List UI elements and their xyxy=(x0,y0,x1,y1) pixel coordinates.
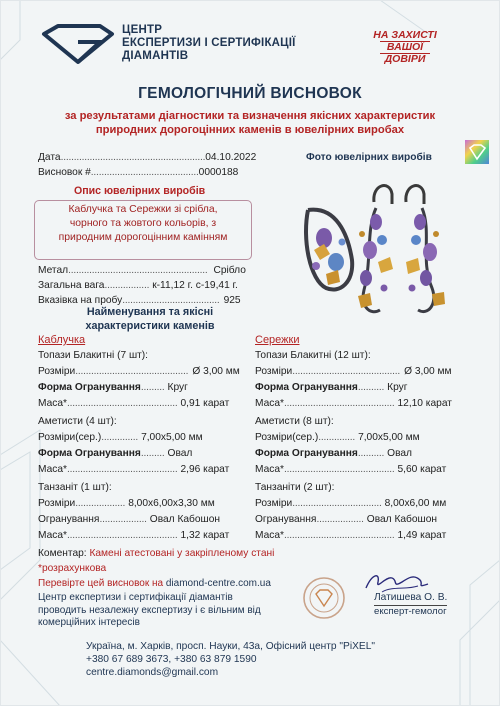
stones-heading-line-1: Найменування та якісні xyxy=(86,306,214,318)
disclaimer-line-2: проводить незалежну експертизу і є вільним від xyxy=(38,604,261,616)
slogan-line-2: ВАШОЇ xyxy=(380,41,430,54)
earrings-tanzanite-cut-row: Огранування.................. Овал Кабошон xyxy=(255,514,438,525)
date-row: Дата.......................................................04.10.2022 xyxy=(38,152,257,163)
ring-topaz-size-value: Ø 3,00 мм xyxy=(192,366,240,377)
earrings-amethyst-title: Аметисти (8 шт): xyxy=(255,416,334,427)
earrings-topaz-cut-value: Круг xyxy=(387,382,408,393)
date-label: Дата xyxy=(38,152,61,163)
ring-topaz-size-label: Розміри xyxy=(38,366,76,377)
weight-value: к-11,12 г. с-19,41 г. xyxy=(152,280,238,291)
earrings-tanzanite-title: Танзаніти (2 шт): xyxy=(255,482,335,493)
ring-tanzanite-cut-value: Овал Кабошон xyxy=(149,514,221,525)
date-value: 04.10.2022 xyxy=(205,152,257,163)
probe-row: Вказівка на пробу..................................... 925 xyxy=(38,295,241,306)
earrings-tanzanite-size-row: Розміри.................................. 8,00х6,00 мм xyxy=(255,498,447,509)
earrings-amethyst-cut-value: Овал xyxy=(387,448,412,459)
ring-amethyst-cut-label: Форма Огранування xyxy=(38,448,141,459)
ring-topaz-cut-value: Круг xyxy=(167,382,188,393)
verify-site-link[interactable]: diamond-centre.com.ua xyxy=(165,578,271,589)
disclaimer-line-3: комерційних інтересів xyxy=(38,617,140,628)
earrings-topaz-cut-label: Форма Огранування xyxy=(255,382,358,393)
ring-amethyst-mass-row: Маса*.......................................... 2,96 карат xyxy=(38,464,230,475)
metal-label: Метал xyxy=(38,265,69,276)
stones-heading-line-2: характеристики каменів xyxy=(85,320,215,332)
diamond-logo-icon xyxy=(38,24,116,64)
ring-topaz-mass-label: Маса* xyxy=(38,398,67,409)
contact-phones: +380 67 689 3673, +380 63 879 1590 xyxy=(86,654,257,665)
ring-topaz-cut-row: Форма Огранування......... Круг xyxy=(38,382,188,393)
ring-topaz-size-row: Розміри........................................... Ø 3,00 мм xyxy=(38,366,240,377)
earrings-topaz-cut-row: Форма Огранування.......... Круг xyxy=(255,382,408,393)
description-line-1: Каблучка та Сережки зі срібла, xyxy=(68,204,218,215)
description-heading: Опис ювелірних виробів xyxy=(74,185,206,197)
earrings-tanzanite-mass-value: 1,49 карат xyxy=(397,530,447,541)
comment-note: *розрахункова xyxy=(38,563,107,574)
weight-label: Загальна вага xyxy=(38,280,105,291)
signer-role: експерт-гемолог xyxy=(374,606,447,617)
probe-value: 925 xyxy=(223,295,241,306)
ring-amethyst-cut-row: Форма Огранування......... Овал xyxy=(38,448,193,459)
conclusion-number-value: 0000188 xyxy=(198,167,239,178)
earrings-tanzanite-cut-value: Овал Кабошон xyxy=(366,514,438,525)
ring-amethyst-mass-value: 2,96 карат xyxy=(180,464,230,475)
earrings-amethyst-size-value: 7,00х5,00 мм xyxy=(358,432,420,443)
org-line-3: ДІАМАНТІВ xyxy=(122,50,189,62)
comment-row xyxy=(38,548,274,559)
earrings-topaz-mass-label: Маса* xyxy=(255,398,284,409)
organization-name xyxy=(122,24,296,63)
description-line-2: чорного та жовтого кольорів, з xyxy=(69,218,217,229)
ring-tanzanite-mass-row: Маса*.......................................... 1,32 карат xyxy=(38,530,230,541)
ring-topaz-cut-label: Форма Огранування xyxy=(38,382,141,393)
earrings-amethyst-mass-label: Маса* xyxy=(255,464,284,475)
ring-tanzanite-size-value: 8,00х6,00х3,30 мм xyxy=(128,498,215,509)
weight-row: Загальна вага................. к-11,12 г. с-19,41 г. xyxy=(38,280,238,291)
ring-tanzanite-cut-row: Огранування.................. Овал Кабошон xyxy=(38,514,221,525)
document-title: ГЕМОЛОГІЧНИЙ ВИСНОВОК xyxy=(138,85,362,102)
earrings-topaz-size-label: Розміри xyxy=(255,366,293,377)
earrings-heading: Сережки xyxy=(255,334,300,346)
ring-topaz-title: Топази Блакитні (7 шт): xyxy=(38,350,149,361)
ring-amethyst-size-value: 7,00х5,00 мм xyxy=(141,432,203,443)
ring-amethyst-mass-label: Маса* xyxy=(38,464,67,475)
earrings-topaz-title: Топази Блакитні (12 шт): xyxy=(255,350,371,361)
ring-tanzanite-size-row: Розміри................... 8,00х6,00х3,30 мм xyxy=(38,498,215,509)
ring-tanzanite-size-label: Розміри xyxy=(38,498,76,509)
earrings-tanzanite-size-label: Розміри xyxy=(255,498,293,509)
ring-tanzanite-mass-label: Маса* xyxy=(38,530,67,541)
ring-tanzanite-cut-label: Огранування xyxy=(38,514,100,525)
org-line-2: ЕКСПЕРТИЗИ І СЕРТИФІКАЦІЇ xyxy=(122,37,296,49)
earrings-topaz-size-value: Ø 3,00 мм xyxy=(404,366,452,377)
verify-row xyxy=(38,578,271,589)
metal-row: Метал..................................................... Срібло xyxy=(38,265,246,276)
earrings-topaz-size-row: Розміри......................................... Ø 3,00 мм xyxy=(255,366,452,377)
earrings-amethyst-size-row: Розміри(сер.).............. 7,00х5,00 мм xyxy=(255,432,420,443)
ring-amethyst-size-row: Розміри(сер.).............. 7,00х5,00 мм xyxy=(38,432,203,443)
earrings-topaz-mass-value: 12,10 карат xyxy=(397,398,452,409)
ring-tanzanite-title: Танзаніт (1 шт): xyxy=(38,482,112,493)
conclusion-number-label: Висновок # xyxy=(38,167,91,178)
subtitle-line-1: за результатами діагностики та визначення якісних характеристик xyxy=(64,110,436,122)
earrings-tanzanite-mass-row: Маса*.......................................... 1,49 карат xyxy=(255,530,447,541)
description-line-3: природним дорогоцінним камінням xyxy=(58,232,228,243)
contacts xyxy=(86,640,375,679)
disclaimer xyxy=(38,592,261,630)
earrings-amethyst-cut-row: Форма Огранування.......... Овал xyxy=(255,448,412,459)
contact-email[interactable]: centre.diamonds@gmail.com xyxy=(86,667,219,678)
ring-topaz-mass-row: Маса*.......................................... 0,91 карат xyxy=(38,398,230,409)
document-subtitle xyxy=(20,109,480,137)
comment-value: Камені атестовані у закріпленому стані xyxy=(89,548,275,559)
metal-value: Срібло xyxy=(213,265,246,276)
comment-label: Коментар: xyxy=(38,548,87,559)
earrings-amethyst-cut-label: Форма Огранування xyxy=(255,448,358,459)
conclusion-number-row: Висновок #.........................................0000188 xyxy=(38,167,239,178)
jewelry-photo xyxy=(296,170,466,320)
earrings-tanzanite-cut-label: Огранування xyxy=(255,514,317,525)
earrings-amethyst-size-label: Розміри(сер.) xyxy=(255,432,319,443)
hologram-sticker-icon xyxy=(465,140,489,164)
stones-heading xyxy=(70,305,230,333)
earrings-tanzanite-mass-label: Маса* xyxy=(255,530,284,541)
disclaimer-line-1: Центр експертизи і сертифікації діамантів xyxy=(38,592,233,603)
ring-amethyst-title: Аметисти (4 шт): xyxy=(38,416,117,427)
probe-label: Вказівка на пробу xyxy=(38,295,123,306)
ring-tanzanite-mass-value: 1,32 карат xyxy=(180,530,230,541)
earrings-topaz-mass-row: Маса*.......................................... 12,10 карат xyxy=(255,398,452,409)
earrings-amethyst-mass-value: 5,60 карат xyxy=(397,464,447,475)
description-box xyxy=(34,200,252,260)
org-line-1: ЦЕНТР xyxy=(122,24,163,36)
verify-text: Перевірте цей висновок на xyxy=(38,578,164,589)
earrings-amethyst-mass-row: Маса*.......................................... 5,60 карат xyxy=(255,464,447,475)
subtitle-line-2: природних дорогоцінних каменів в ювелірних виробах xyxy=(95,124,405,136)
signer-name: Латишева О. В. xyxy=(374,592,448,603)
ring-topaz-mass-value: 0,91 карат xyxy=(180,398,230,409)
ring-amethyst-cut-value: Овал xyxy=(167,448,193,459)
seal-stamp-icon xyxy=(302,576,346,620)
slogan-line-3: ДОВІРИ xyxy=(384,53,426,65)
contact-address: Україна, м. Харків, просп. Науки, 43а, Офісний центр "PiXEL" xyxy=(86,641,375,652)
earrings-tanzanite-size-value: 8,00х6,00 мм xyxy=(384,498,447,509)
slogan-stamp xyxy=(366,30,444,65)
ring-amethyst-size-label: Розміри(сер.) xyxy=(38,432,102,443)
slogan-line-1: НА ЗАХИСТІ xyxy=(373,29,437,41)
photo-caption: Фото ювелірних виробів xyxy=(306,152,432,163)
ring-heading: Каблучка xyxy=(38,334,86,346)
